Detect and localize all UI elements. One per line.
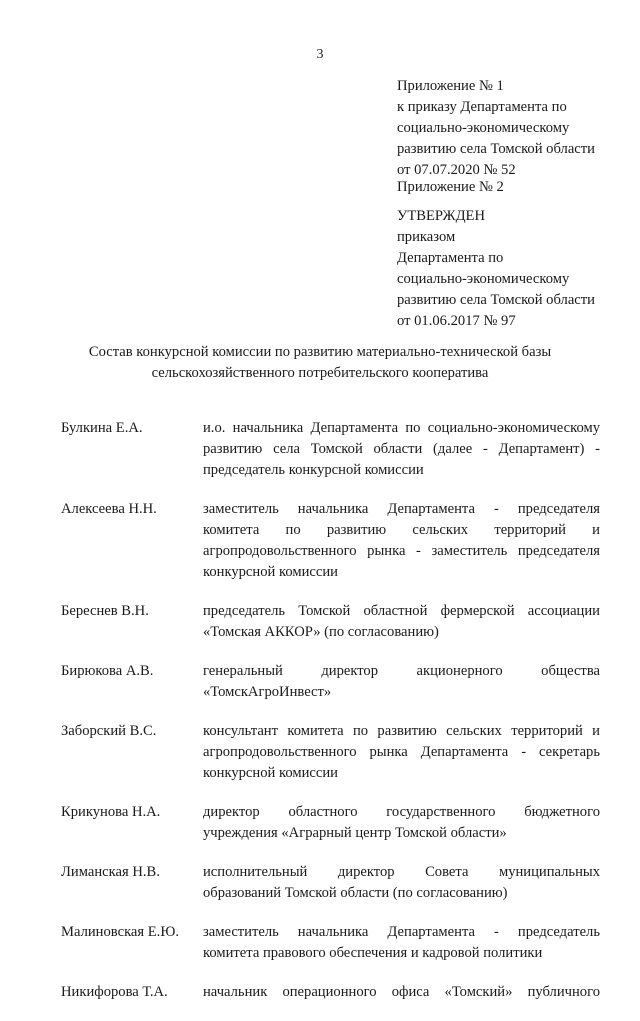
member-role-line: консультант комитета по развитию сельских территорий и: [203, 723, 600, 739]
member-role-line: комитета по развитию сельских территорий и: [203, 522, 600, 538]
member-row: [61, 601, 601, 643]
appendix-1-line: от 07.07.2020 № 52: [397, 162, 516, 178]
member-role: [203, 601, 600, 643]
member-role-line: развитию села Томской области (далее - Департамент) -: [203, 441, 600, 457]
member-role-line: исполнительный директор Совета муниципальных: [203, 864, 600, 880]
member-name: Береснев В.Н.: [61, 603, 149, 619]
approval-line: социально-экономическому: [397, 271, 570, 287]
page-number: 3: [316, 47, 324, 62]
member-row: [61, 721, 601, 784]
approval-line: УТВЕРЖДЕН: [397, 208, 485, 224]
member-name: Крикунова Н.А.: [61, 804, 161, 820]
member-role: [203, 418, 600, 481]
document-title-line: сельскохозяйственного потребительского кооператива: [151, 365, 489, 381]
appendix-1-line: Приложение № 1: [397, 78, 504, 94]
member-role-line: конкурсной комиссии: [203, 765, 338, 781]
member-row: [61, 661, 601, 703]
member-role-line: агропродовольственного рынка Департамента - секретарь: [203, 744, 600, 760]
member-role: [203, 862, 600, 904]
member-name: Лиманская Н.В.: [61, 864, 160, 880]
document-title-line: Состав конкурсной комиссии по развитию материально-технической базы: [88, 344, 552, 360]
member-name: Заборский В.С.: [61, 723, 157, 739]
member-role-line: комитета правового обеспечения и кадровой политики: [203, 945, 543, 961]
member-row: [61, 802, 601, 844]
member-role-line: заместитель начальника Департамента - председатель: [203, 924, 600, 940]
member-name: Булкина Е.А.: [61, 420, 143, 436]
appendix-1-line: развитию села Томской области: [397, 141, 595, 157]
member-role: [203, 802, 600, 844]
approval-line: развитию села Томской области: [397, 292, 595, 308]
member-role-line: агропродовольственного рынка - заместитель председателя: [203, 543, 600, 559]
member-row: [61, 922, 601, 964]
member-role-line: «Томская АККОР» (по согласованию): [203, 624, 439, 640]
approval-line: приказом: [397, 229, 456, 245]
member-role: [203, 661, 600, 703]
member-role-line: образований Томской области (по согласованию): [203, 885, 508, 901]
approval-line: Департамента по: [397, 250, 504, 266]
member-role-line: «ТомскАгроИнвест»: [203, 684, 332, 700]
member-row: [61, 862, 601, 904]
member-role-line: директор областного государственного бюджетного: [203, 804, 600, 820]
appendix-1-line: социально-экономическому: [397, 120, 570, 136]
member-role-line: председатель конкурсной комиссии: [203, 462, 424, 478]
member-name: Никифорова Т.А.: [61, 984, 168, 1000]
member-name: Малиновская Е.Ю.: [61, 924, 179, 940]
member-name: Алексеева Н.Н.: [61, 501, 157, 517]
member-role-line: председатель Томской областной фермерской ассоциации: [203, 603, 600, 619]
member-row: [61, 418, 601, 481]
member-role: [203, 499, 600, 583]
document-title: [40, 342, 600, 384]
member-row: [61, 499, 601, 583]
member-role-line: конкурсной комиссии: [203, 564, 338, 580]
commission-members-list: [61, 418, 601, 1021]
member-role: [203, 721, 600, 784]
member-role: [203, 982, 600, 1003]
member-role-line: и.о. начальника Департамента по социально-экономическому: [203, 420, 600, 436]
member-role-line: учреждения «Аграрный центр Томской области»: [203, 825, 507, 841]
member-row: [61, 982, 601, 1003]
appendix-2-label: Приложение № 2: [397, 179, 504, 195]
member-role-line: начальник операционного офиса «Томский» публичного: [203, 984, 600, 1000]
member-role: [203, 922, 600, 964]
appendix-1-block: [397, 76, 627, 181]
member-role-line: заместитель начальника Департамента - председателя: [203, 501, 600, 517]
member-name: Бирюкова А.В.: [61, 663, 154, 679]
appendix-1-line: к приказу Департамента по: [397, 99, 567, 115]
member-role-line: генеральный директор акционерного общества: [203, 663, 600, 679]
approval-line: от 01.06.2017 № 97: [397, 313, 516, 329]
approval-block: [397, 206, 627, 332]
